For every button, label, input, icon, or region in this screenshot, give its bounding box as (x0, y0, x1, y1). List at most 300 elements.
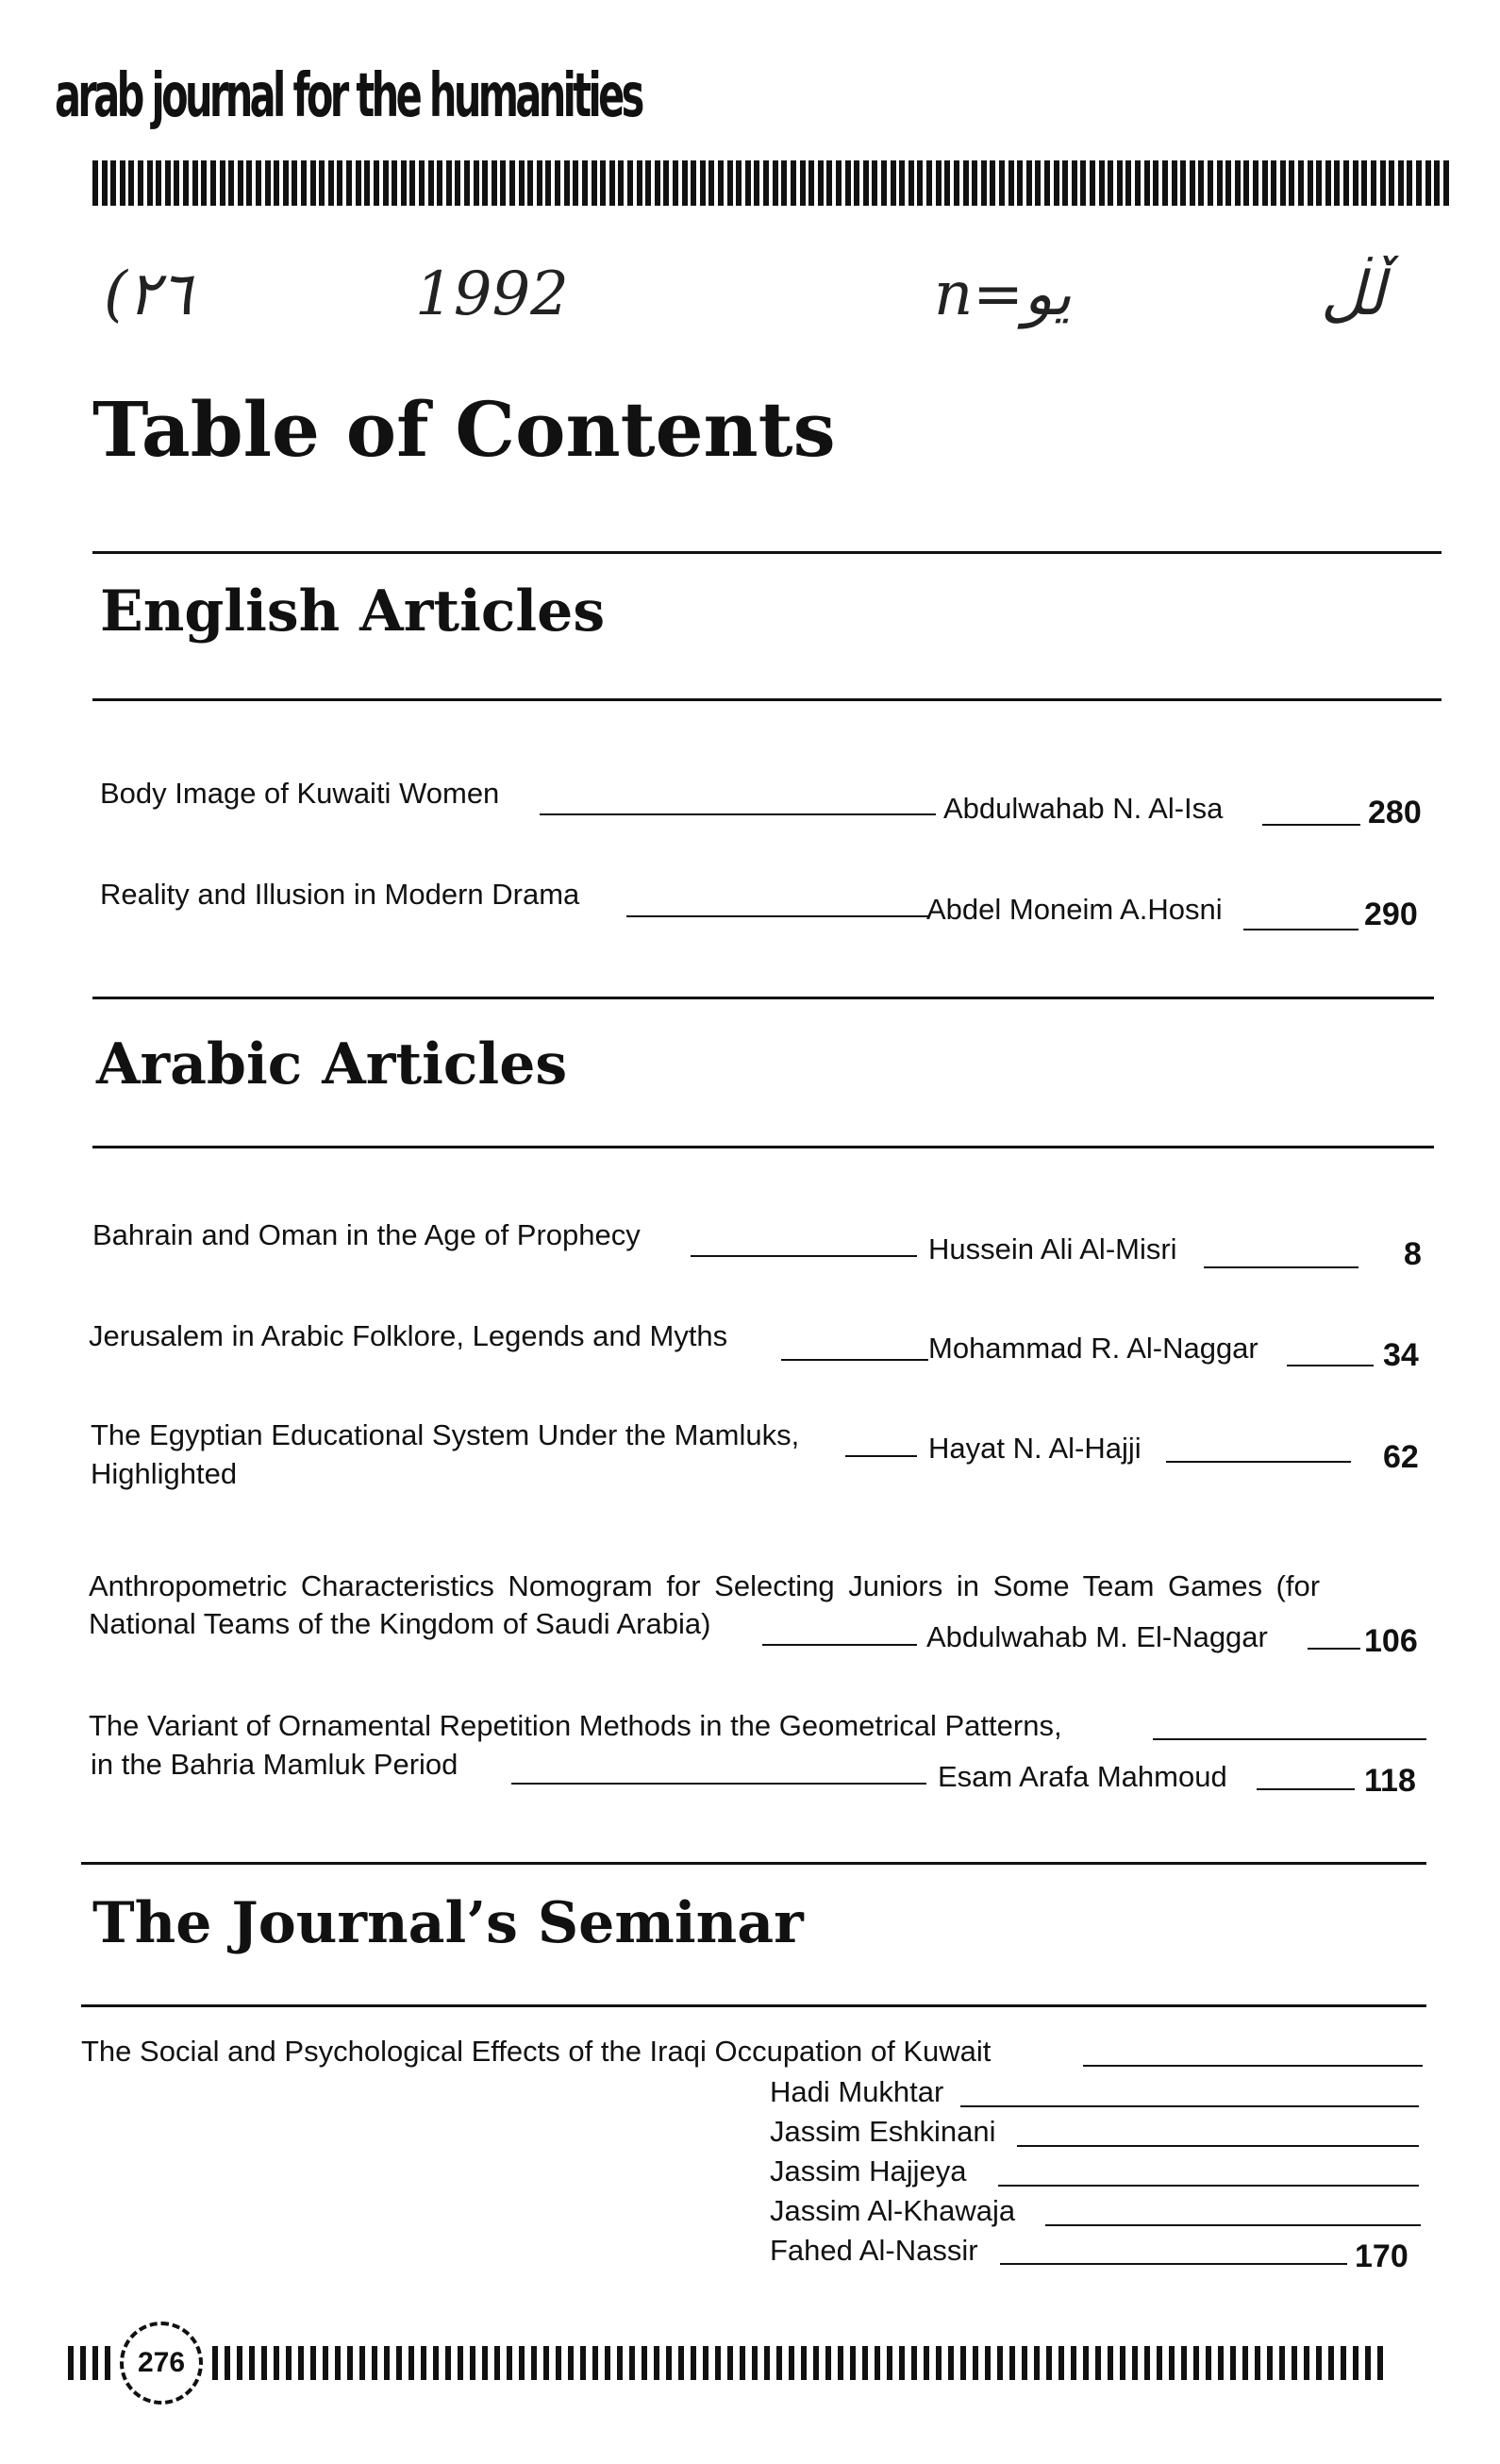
barcode-stripe (1416, 160, 1422, 206)
barcode-stripe (1169, 2346, 1175, 2380)
barcode-stripe (421, 2346, 426, 2380)
barcode-stripe (1262, 160, 1268, 206)
barcode-stripe (292, 160, 297, 206)
entry-title: Bahrain and Oman in the Age of Prophecy (92, 1218, 641, 1251)
barcode-stripe (708, 160, 714, 206)
barcode-stripe (999, 160, 1005, 206)
barcode-stripe (582, 160, 588, 206)
barcode-stripe (691, 2346, 696, 2380)
journal-masthead-title: arab journal for the humanities (55, 61, 642, 131)
barcode-stripe (1425, 160, 1431, 206)
barcode-stripe (464, 160, 470, 206)
barcode-stripe (1071, 2346, 1076, 2380)
barcode-stripe (763, 160, 769, 206)
barcode-stripe (1434, 160, 1440, 206)
barcode-stripe (836, 160, 842, 206)
barcode-stripe (1034, 2346, 1040, 2380)
barcode-stripe (1279, 2346, 1285, 2380)
journal-seminar-heading: The Journal’s Seminar (92, 1890, 804, 1956)
barcode-stripe (356, 160, 361, 206)
barcode-stripe (887, 2346, 892, 2380)
entry-author: Abdel Moneim A.Hosni (926, 893, 1223, 926)
barcode-stripe (364, 160, 370, 206)
seminar-author: Jassim Al-Khawaja (770, 2194, 1016, 2227)
handwritten-note-1: (٢٦ (104, 260, 192, 329)
barcode-stripe (183, 160, 189, 206)
barcode-stripe (609, 160, 615, 206)
entry-title-line-1: The Variant of Ornamental Repetition Methods in the Geometrical Patterns, (89, 1709, 1062, 1742)
barcode-stripe (629, 2346, 635, 2380)
barcode-stripe (727, 2346, 733, 2380)
barcode-stripe (1443, 160, 1449, 206)
barcode-stripe (825, 2346, 831, 2380)
barcode-stripe (990, 160, 995, 206)
seminar-author: Hadi Mukhtar (770, 2075, 944, 2108)
barcode-stripe (374, 160, 379, 206)
barcode-stripe (1198, 160, 1204, 206)
barcode-stripe (238, 160, 243, 206)
barcode-stripe (507, 2346, 512, 2380)
barcode-stripe (1090, 160, 1095, 206)
barcode-stripe (1108, 160, 1113, 206)
barcode-stripe (1217, 160, 1223, 206)
barcode-stripe (482, 160, 488, 206)
barcode-stripe (445, 2346, 451, 2380)
barcode-stripe (592, 160, 597, 206)
divider (92, 698, 1442, 701)
leader-line (1243, 929, 1358, 930)
barcode-stripe (1243, 160, 1249, 206)
barcode-stripe (1062, 160, 1068, 206)
handwritten-note-4: ڵڶ (1321, 260, 1385, 329)
entry-author: Esam Arafa Mahmoud (938, 1760, 1227, 1793)
barcode-stripe (917, 160, 923, 206)
footer-barcode-left (68, 2346, 110, 2380)
barcode-stripe (645, 160, 651, 206)
barcode-stripe (663, 160, 669, 206)
barcode-stripe (359, 2346, 365, 2380)
barcode-stripe (1365, 2346, 1371, 2380)
barcode-stripe (1230, 2346, 1236, 2380)
barcode-stripe (437, 160, 442, 206)
barcode-stripe (1046, 2346, 1052, 2380)
barcode-stripe (1225, 160, 1231, 206)
barcode-stripe (605, 2346, 610, 2380)
barcode-stripe (298, 2346, 304, 2380)
entry-author: Mohammad R. Al-Naggar (928, 1332, 1258, 1365)
barcode-stripe (246, 160, 252, 206)
barcode-stripe (800, 160, 806, 206)
barcode-stripe (791, 160, 796, 206)
entry-author: Abdulwahab N. Al-Isa (943, 792, 1224, 825)
barcode-stripe (110, 160, 116, 206)
entry-author: Hayat N. Al-Hajji (928, 1432, 1142, 1465)
barcode-stripe (509, 160, 515, 206)
barcode-stripe (627, 160, 633, 206)
barcode-stripe (1316, 2346, 1322, 2380)
barcode-stripe (283, 160, 289, 206)
barcode-stripe (455, 160, 460, 206)
barcode-stripe (1255, 2346, 1260, 2380)
footer-bar (68, 2340, 1445, 2386)
barcode-stripe (854, 160, 859, 206)
masthead-barcode (92, 160, 1451, 206)
handwritten-note-2: 1992 (415, 260, 569, 329)
barcode-stripe (1035, 160, 1041, 206)
leader-line (998, 2185, 1419, 2187)
barcode-stripe (850, 2346, 856, 2380)
barcode-stripe (678, 2346, 684, 2380)
leader-line (1308, 1648, 1360, 1650)
barcode-stripe (1253, 160, 1258, 206)
barcode-stripe (754, 160, 759, 206)
barcode-stripe (700, 160, 706, 206)
barcode-stripe (346, 160, 352, 206)
leader-line (1083, 2065, 1423, 2067)
barcode-stripe (1341, 2346, 1346, 2380)
barcode-stripe (492, 160, 497, 206)
barcode-stripe (813, 2346, 819, 2380)
barcode-stripe (997, 2346, 1003, 2380)
barcode-stripe (1343, 160, 1349, 206)
barcode-stripe (1083, 2346, 1089, 2380)
leader-line (960, 2105, 1419, 2107)
barcode-stripe (1334, 160, 1340, 206)
barcode-stripe (1353, 160, 1358, 206)
barcode-stripe (838, 2346, 843, 2380)
barcode-stripe (764, 2346, 770, 2380)
barcode-stripe (265, 160, 271, 206)
barcode-stripe (519, 160, 525, 206)
barcode-stripe (801, 2346, 807, 2380)
barcode-stripe (592, 2346, 598, 2380)
barcode-stripe (409, 160, 415, 206)
barcode-stripe (781, 160, 787, 206)
barcode-stripe (147, 160, 153, 206)
barcode-stripe (347, 2346, 353, 2380)
barcode-stripe (174, 160, 179, 206)
barcode-stripe (863, 160, 869, 206)
barcode-stripe (537, 160, 542, 206)
barcode-stripe (926, 160, 932, 206)
barcode-stripe (1353, 2346, 1358, 2380)
barcode-stripe (212, 2346, 218, 2380)
barcode-stripe (310, 160, 316, 206)
barcode-stripe (1180, 160, 1186, 206)
barcode-stripe (924, 2346, 929, 2380)
barcode-stripe (1022, 2346, 1027, 2380)
barcode-stripe (1218, 2346, 1224, 2380)
barcode-stripe (301, 160, 307, 206)
barcode-stripe (120, 160, 125, 206)
barcode-stripe (1157, 2346, 1162, 2380)
barcode-stripe (682, 160, 688, 206)
barcode-stripe (826, 160, 832, 206)
barcode-stripe (1172, 160, 1177, 206)
barcode-stripe (972, 160, 977, 206)
barcode-stripe (936, 2346, 942, 2380)
barcode-stripe (655, 160, 660, 206)
barcode-stripe (274, 160, 279, 206)
barcode-stripe (727, 160, 733, 206)
divider (92, 1146, 1434, 1148)
barcode-stripe (337, 160, 342, 206)
barcode-stripe (408, 2346, 414, 2380)
barcode-stripe (673, 160, 678, 206)
barcode-stripe (1389, 160, 1394, 206)
barcode-stripe (428, 160, 434, 206)
barcode-stripe (1292, 2346, 1297, 2380)
barcode-stripe (1208, 160, 1213, 206)
entry-title: The Social and Psychological Effects of the Iraqi Occupation of Kuwait (81, 2035, 992, 2068)
seminar-author: Jassim Hajjeya (770, 2154, 967, 2187)
barcode-stripe (1328, 2346, 1334, 2380)
entry-page: 118 (1364, 1763, 1416, 1799)
leader-line (691, 1255, 917, 1257)
barcode-stripe (237, 2346, 242, 2380)
barcode-stripe (568, 2346, 574, 2380)
barcode-stripe (936, 160, 942, 206)
entry-page: 8 (1404, 1236, 1422, 1272)
barcode-stripe (519, 2346, 525, 2380)
barcode-stripe (703, 2346, 708, 2380)
leader-line (845, 1455, 917, 1457)
barcode-stripe (899, 160, 905, 206)
barcode-stripe (192, 160, 198, 206)
barcode-stripe (286, 2346, 292, 2380)
barcode-stripe (1289, 160, 1294, 206)
leader-line (1257, 1788, 1355, 1790)
barcode-stripe (256, 160, 261, 206)
entry-page: 62 (1383, 1439, 1419, 1475)
leader-line (1204, 1266, 1358, 1268)
leader-line (781, 1359, 928, 1361)
leader-line (1287, 1365, 1374, 1366)
barcode-stripe (419, 160, 425, 206)
barcode-stripe (401, 160, 407, 206)
barcode-stripe (642, 2346, 647, 2380)
barcode-stripe (881, 160, 887, 206)
entry-author: Abdulwahab M. El-Naggar (926, 1620, 1268, 1653)
barcode-stripe (92, 2346, 98, 2380)
barcode-stripe (1044, 160, 1050, 206)
barcode-stripe (225, 2346, 230, 2380)
barcode-stripe (1298, 160, 1304, 206)
leader-line (511, 1783, 926, 1785)
barcode-stripe (128, 160, 134, 206)
entry-title: Body Image of Kuwaiti Women (100, 777, 500, 810)
barcode-stripe (580, 2346, 586, 2380)
barcode-stripe (328, 160, 334, 206)
barcode-stripe (396, 2346, 402, 2380)
barcode-stripe (105, 2346, 110, 2380)
barcode-stripe (752, 2346, 758, 2380)
barcode-stripe (1132, 2346, 1138, 2380)
barcode-stripe (944, 160, 950, 206)
barcode-stripe (911, 2346, 917, 2380)
barcode-stripe (818, 160, 824, 206)
barcode-stripe (545, 160, 551, 206)
barcode-stripe (1316, 160, 1322, 206)
barcode-stripe (1267, 2346, 1273, 2380)
barcode-stripe (908, 160, 914, 206)
barcode-stripe (718, 160, 724, 206)
barcode-stripe (875, 2346, 880, 2380)
barcode-stripe (470, 2346, 475, 2380)
leader-line (1166, 1461, 1351, 1463)
barcode-stripe (1080, 160, 1086, 206)
barcode-stripe (973, 2346, 978, 2380)
barcode-stripe (1181, 2346, 1187, 2380)
leader-line (1000, 2263, 1347, 2265)
barcode-stripe (1054, 160, 1059, 206)
entry-page: 280 (1368, 795, 1422, 830)
barcode-stripe (745, 160, 751, 206)
barcode-stripe (654, 2346, 659, 2380)
barcode-stripe (1135, 160, 1141, 206)
barcode-stripe (1008, 160, 1014, 206)
barcode-stripe (1206, 2346, 1211, 2380)
barcode-stripe (1017, 160, 1023, 206)
barcode-stripe (201, 160, 207, 206)
barcode-stripe (261, 2346, 267, 2380)
barcode-stripe (482, 2346, 488, 2380)
leader-line (540, 813, 936, 815)
page-number: 276 (120, 2322, 203, 2405)
barcode-stripe (372, 2346, 377, 2380)
barcode-stripe (138, 160, 143, 206)
barcode-stripe (1371, 160, 1376, 206)
barcode-stripe (1235, 160, 1241, 206)
barcode-stripe (1009, 2346, 1015, 2380)
barcode-stripe (1271, 160, 1276, 206)
footer-barcode-right (212, 2346, 1383, 2380)
leader-line (1153, 1738, 1426, 1740)
barcode-stripe (165, 160, 171, 206)
divider (92, 997, 1434, 999)
barcode-stripe (715, 2346, 721, 2380)
barcode-stripe (666, 2346, 672, 2380)
barcode-stripe (1058, 2346, 1064, 2380)
barcode-stripe (573, 160, 578, 206)
divider (81, 1862, 1426, 1865)
barcode-stripe (1099, 160, 1105, 206)
barcode-stripe (80, 2346, 86, 2380)
divider (81, 2004, 1426, 2007)
barcode-stripe (1325, 160, 1331, 206)
barcode-stripe (220, 160, 225, 206)
barcode-stripe (1153, 160, 1158, 206)
barcode-stripe (1095, 2346, 1101, 2380)
barcode-stripe (1242, 2346, 1248, 2380)
entry-title: Reality and Illusion in Modern Drama (100, 878, 580, 911)
entry-page: 170 (1355, 2238, 1408, 2274)
entry-author: Hussein Ali Al-Misri (928, 1232, 1177, 1266)
leader-line (1045, 2224, 1421, 2226)
barcode-stripe (474, 160, 479, 206)
barcode-stripe (862, 2346, 868, 2380)
barcode-stripe (789, 2346, 794, 2380)
barcode-stripe (618, 160, 624, 206)
barcode-stripe (808, 160, 814, 206)
barcode-stripe (335, 2346, 341, 2380)
barcode-stripe (102, 160, 108, 206)
barcode-stripe (1361, 160, 1367, 206)
barcode-stripe (274, 2346, 279, 2380)
barcode-stripe (310, 2346, 316, 2380)
entry-title-line-2: Highlighted (91, 1457, 238, 1490)
barcode-stripe (1407, 160, 1412, 206)
barcode-stripe (156, 160, 161, 206)
barcode-stripe (891, 160, 896, 206)
barcode-stripe (845, 160, 851, 206)
barcode-stripe (68, 2346, 74, 2380)
seminar-author: Fahed Al-Nassir (770, 2234, 978, 2267)
barcode-stripe (531, 2346, 537, 2380)
barcode-stripe (960, 2346, 966, 2380)
barcode-stripe (392, 160, 397, 206)
barcode-stripe (527, 160, 533, 206)
barcode-stripe (556, 2346, 561, 2380)
barcode-stripe (600, 160, 606, 206)
barcode-stripe (446, 160, 452, 206)
barcode-stripe (776, 2346, 782, 2380)
handwritten-note-3: n=یو (934, 260, 1072, 329)
barcode-stripe (773, 160, 778, 206)
leader-line (1262, 824, 1360, 826)
barcode-stripe (1280, 160, 1286, 206)
entry-page: 34 (1383, 1337, 1419, 1373)
seminar-author: Jassim Eshkinani (770, 2115, 996, 2148)
toc-title: Table of Contents (92, 385, 836, 474)
entry-title-line-1: The Egyptian Educational System Under the Mamluks, (91, 1418, 800, 1451)
barcode-stripe (1308, 160, 1313, 206)
leader-line (1017, 2145, 1419, 2147)
barcode-stripe (500, 160, 506, 206)
barcode-stripe (740, 2346, 745, 2380)
entry-title-line-2: National Teams of the Kingdom of Saudi Arabia) (89, 1607, 711, 1640)
barcode-stripe (1162, 160, 1168, 206)
barcode-stripe (494, 2346, 500, 2380)
barcode-stripe (1190, 160, 1195, 206)
barcode-stripe (543, 2346, 549, 2380)
barcode-stripe (637, 160, 642, 206)
barcode-stripe (433, 2346, 439, 2380)
barcode-stripe (249, 2346, 255, 2380)
entry-title: Jerusalem in Arabic Folklore, Legends and Myths (89, 1319, 728, 1352)
barcode-stripe (1117, 160, 1123, 206)
arabic-articles-heading: Arabic Articles (96, 1031, 568, 1098)
barcode-stripe (617, 2346, 623, 2380)
barcode-stripe (1398, 160, 1404, 206)
leader-line (762, 1644, 917, 1646)
barcode-stripe (383, 160, 389, 206)
barcode-stripe (1144, 160, 1150, 206)
barcode-stripe (1072, 160, 1077, 206)
barcode-stripe (981, 160, 987, 206)
barcode-stripe (210, 160, 216, 206)
entry-page: 106 (1364, 1623, 1418, 1659)
barcode-stripe (1380, 160, 1386, 206)
barcode-stripe (963, 160, 969, 206)
barcode-stripe (985, 2346, 991, 2380)
english-articles-heading: English Articles (100, 578, 606, 645)
barcode-stripe (228, 160, 234, 206)
barcode-stripe (691, 160, 696, 206)
entry-title-line-1: Anthropometric Characteristics Nomogram for Selecting Juniors in Some Team Games (for (89, 1569, 1321, 1602)
leader-line (626, 915, 928, 917)
entry-page: 290 (1364, 897, 1418, 932)
